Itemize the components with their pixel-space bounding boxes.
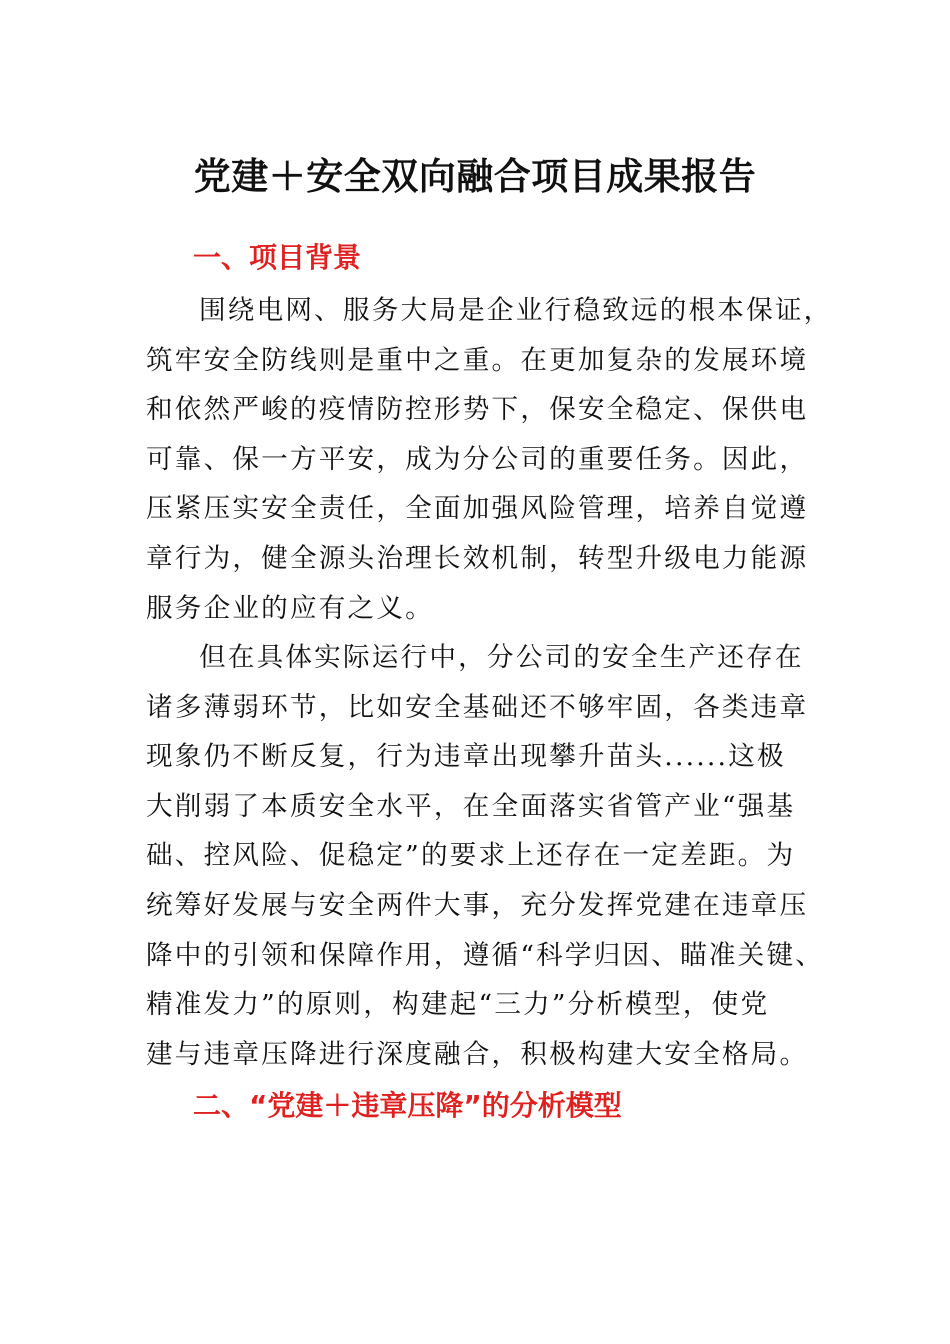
paragraph-line: 大削弱了本质安全水平，在全面落实省管产业“强基: [146, 790, 796, 822]
paragraph-line: 服务企业的应有之义。: [146, 592, 434, 624]
paragraph-line: 降中的引领和保障作用，遵循“科学归因、瞄准关键、: [146, 939, 825, 971]
paragraph-line: 筑牢安全防线则是重中之重。在更加复杂的发展环境: [146, 344, 809, 376]
section-heading-analysis-model: 二、“党建＋违章压降”的分析模型: [193, 1089, 622, 1122]
paragraph-line: 诸多薄弱环节，比如安全基础还不够牢固，各类违章: [146, 691, 809, 723]
paragraph-line: 现象仍不断反复，行为违章出现攀升苗头......这极: [146, 741, 786, 773]
paragraph-background-1: [146, 286, 846, 633]
paragraph-background-2: [146, 633, 846, 1079]
paragraph-line: 础、控风险、促稳定”的要求上还存在一定差距。为: [146, 840, 796, 872]
paragraph-line: 建与违章压降进行深度融合，积极构建大安全格局。: [146, 1038, 809, 1070]
paragraph-line: 压紧压实安全责任，全面加强风险管理，培养自觉遵: [146, 493, 809, 525]
paragraph-line: 但在具体实际运行中，分公司的安全生产还存在: [199, 642, 804, 673]
section-heading-background: 一、项目背景: [193, 241, 362, 274]
paragraph-line: 章行为，健全源头治理长效机制，转型升级电力能源: [146, 542, 809, 574]
paragraph-line: 精准发力”的原则，构建起“三力”分析模型，使党: [146, 989, 770, 1021]
document-title: 党建＋安全双向融合项目成果报告: [193, 155, 757, 198]
paragraph-line: 可靠、保一方平安，成为分公司的重要任务。因此，: [146, 443, 809, 475]
paragraph-line: 围绕电网、服务大局是企业行稳致远的根本保证，: [199, 295, 833, 326]
paragraph-line: 和依然严峻的疫情防控形势下，保安全稳定、保供电: [146, 394, 809, 426]
paragraph-line: 统筹好发展与安全两件大事，充分发挥党建在违章压: [146, 889, 809, 921]
